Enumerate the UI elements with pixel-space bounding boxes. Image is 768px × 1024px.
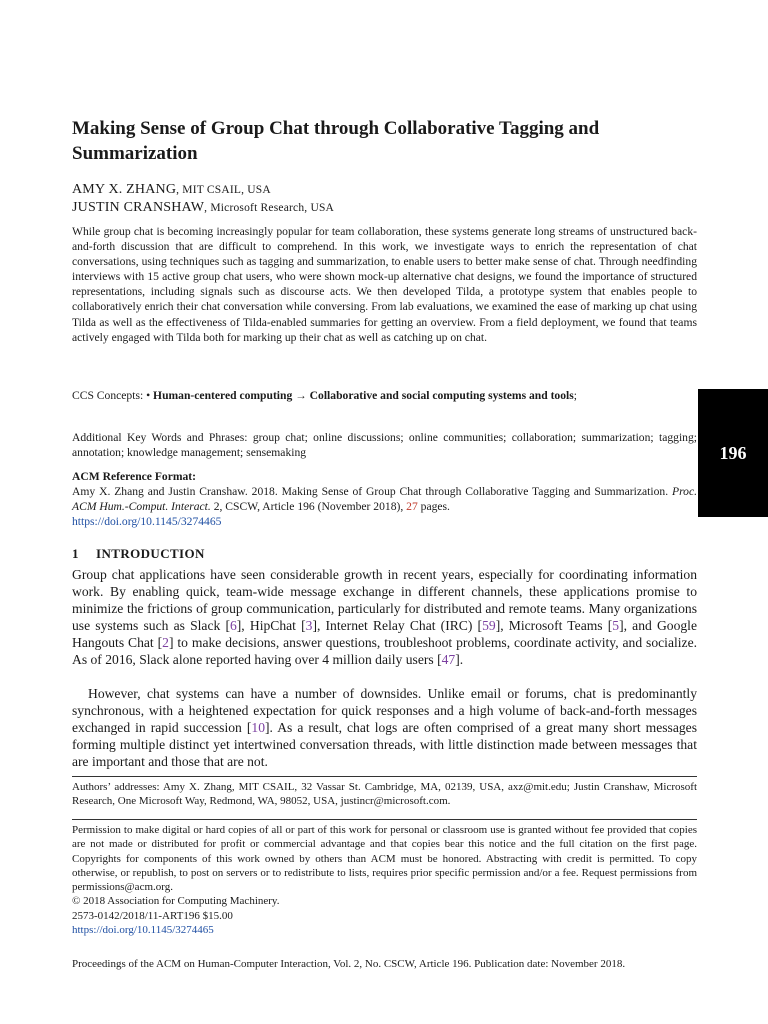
paragraph-text: ]. bbox=[455, 652, 464, 668]
authors-address: Authors’ addresses: Amy X. Zhang, MIT CSAIL, 32 Vassar St. Cambridge, MA, 02139, USA, axz@mit.edu; Justin Cranshaw, Microsoft Research, One Microsoft Way, Redmond, WA, 98052, USA, justincr@microsoft.com. bbox=[72, 781, 697, 808]
page-footer: Proceedings of the ACM on Human-Computer Interaction, Vol. 2, No. CSCW, Article 196. Publication date: November 2018. bbox=[72, 958, 626, 970]
paragraph-text: ], HipChat [ bbox=[236, 618, 306, 634]
author-name: AMY X. ZHANG bbox=[72, 182, 177, 197]
citation-link[interactable]: 47 bbox=[441, 652, 456, 668]
paper-title: Making Sense of Group Chat through Collaborative Tagging and Summarization bbox=[72, 118, 600, 164]
permission-text: Permission to make digital or hard copies of all or part of this work for personal or classroom use is granted without fee provided that copies are not made or distributed for profit or commercial advantage and that copies bear this notice and the full citation on the first page. Copyrights for components of this work owned by others than ACM must be honored. Abstracting with credit is permitted. To copy otherwise, or republish, to post on servers or to redistribute to lists, requires prior specific permission and/or a fee. Request permissions from permissions@acm.org. bbox=[72, 824, 697, 894]
citation-link[interactable]: 2 bbox=[162, 635, 169, 651]
copyright-line: © 2018 Association for Computing Machinery. bbox=[72, 895, 280, 908]
author-list bbox=[72, 181, 697, 217]
author-2 bbox=[72, 199, 697, 217]
paragraph-text: However, chat systems can have a number of downsides. Unlike email or forums, chat is predominantly synchronous, with a heightened expectation for quick responses and a high volume of back-and-forth messages exchanged in rapid succession [ bbox=[72, 686, 697, 736]
paragraph-text: ]. As a result, chat logs are often comprised of a great many short messages forming multiple distinct yet intertwined conversation threads, with little distinction made between messages that are important and those that are not. bbox=[72, 720, 697, 770]
citation-link[interactable]: 5 bbox=[612, 618, 620, 634]
acm-reference-format bbox=[72, 469, 697, 529]
author-1 bbox=[72, 181, 697, 199]
paper-page bbox=[72, 0, 697, 1024]
section-heading bbox=[72, 546, 697, 562]
footnote-divider bbox=[72, 819, 697, 820]
doi-link[interactable]: https://doi.org/10.1145/3274465 bbox=[72, 924, 214, 937]
keywords: Additional Key Words and Phrases: group chat; online discussions; online communities; collaboration; summarization; tagging; annotation; knowledge management; sensemaking bbox=[72, 431, 697, 460]
page-count-link[interactable]: 27 bbox=[406, 500, 418, 514]
citation-link[interactable]: 10 bbox=[251, 720, 265, 736]
paragraph-text: ], Internet Relay Chat (IRC) [ bbox=[312, 618, 483, 634]
intro-paragraph-2 bbox=[72, 685, 697, 770]
section-title: INTRODUCTION bbox=[96, 546, 205, 561]
intro-paragraph-1 bbox=[72, 566, 697, 669]
acm-reference-text: 2, CSCW, Article 196 (November 2018), bbox=[210, 500, 407, 514]
issn-line: 2573-0142/2018/11-ART196 $15.00 bbox=[72, 909, 233, 922]
author-name: JUSTIN CRANSHAW bbox=[72, 200, 205, 215]
citation-link[interactable]: 3 bbox=[305, 618, 313, 634]
acm-reference-text: pages. bbox=[417, 500, 450, 514]
paragraph-text: Group chat applications have seen considerable growth in recent years, especially for coordinating information work. By enabling quick, team-wide message exchange in different channels, these applications promise to minimize the frictions of group communication, particularly for distributed and remote teams. Many organizations use systems such as Slack [ bbox=[72, 567, 697, 634]
acm-reference-text: Amy X. Zhang and Justin Cranshaw. 2018. Making Sense of Group Chat through Collaborative Tagging and Summarization. bbox=[72, 485, 672, 499]
paragraph-text: ], Microsoft Teams [ bbox=[495, 618, 613, 634]
paragraph-text: ], and Google Hangouts Chat [ bbox=[72, 618, 697, 651]
ccs-label: CCS Concepts: • bbox=[72, 389, 154, 402]
citation-link[interactable]: 6 bbox=[229, 618, 237, 634]
ccs-end: ; bbox=[573, 389, 577, 402]
article-number-tab: 196 bbox=[698, 389, 768, 517]
ccs-concepts bbox=[72, 388, 697, 403]
paragraph-text: ] to make decisions, answer questions, troubleshoot problems, coordinate activity, and socialize. As of 2016, Slack alone reported having over 4 million daily users [ bbox=[72, 635, 698, 668]
doi-link[interactable]: https://doi.org/10.1145/3274465 bbox=[72, 515, 222, 529]
abstract: While group chat is becoming increasingly popular for team collaboration, these systems generate long streams of unstructured back-and-forth discussion that are difficult to comprehend. In this work, we investigate ways to enrich the representation of chat conversations, using techniques such as tagging and summarization, to enable users to better make sense of chat. Through needfinding interviews with 15 active group chat users, who were shown mock-up alternative chat designs, we found the importance of structured representations, including signals such as discourse acts. We then developed Tilda, a prototype system that enables people to collaboratively enrich their chat conversation while conversing. From lab evaluations, we examined the ease of marking up chat using Tilda as well as the effectiveness of Tilda-enabled summaries for getting an overview. From a field deployment, we found that teams actively engaged with Tilda both for marking up their chat as well as catching up on chat. bbox=[72, 225, 697, 344]
citation-link[interactable]: 59 bbox=[482, 618, 496, 634]
permission-notice bbox=[72, 823, 697, 937]
author-affiliation: , MIT CSAIL, USA bbox=[176, 184, 271, 196]
footnote-divider bbox=[72, 776, 697, 777]
acm-reference-heading: ACM Reference Format: bbox=[72, 470, 197, 483]
journal-name: Proc. ACM Hum.-Comput. Interact. bbox=[72, 485, 697, 514]
author-affiliation: , Microsoft Research, USA bbox=[204, 202, 335, 214]
ccs-concept-list: Human-centered computing → Collaborative and social computing systems and tools bbox=[153, 389, 574, 402]
section-number: 1 bbox=[72, 546, 79, 561]
